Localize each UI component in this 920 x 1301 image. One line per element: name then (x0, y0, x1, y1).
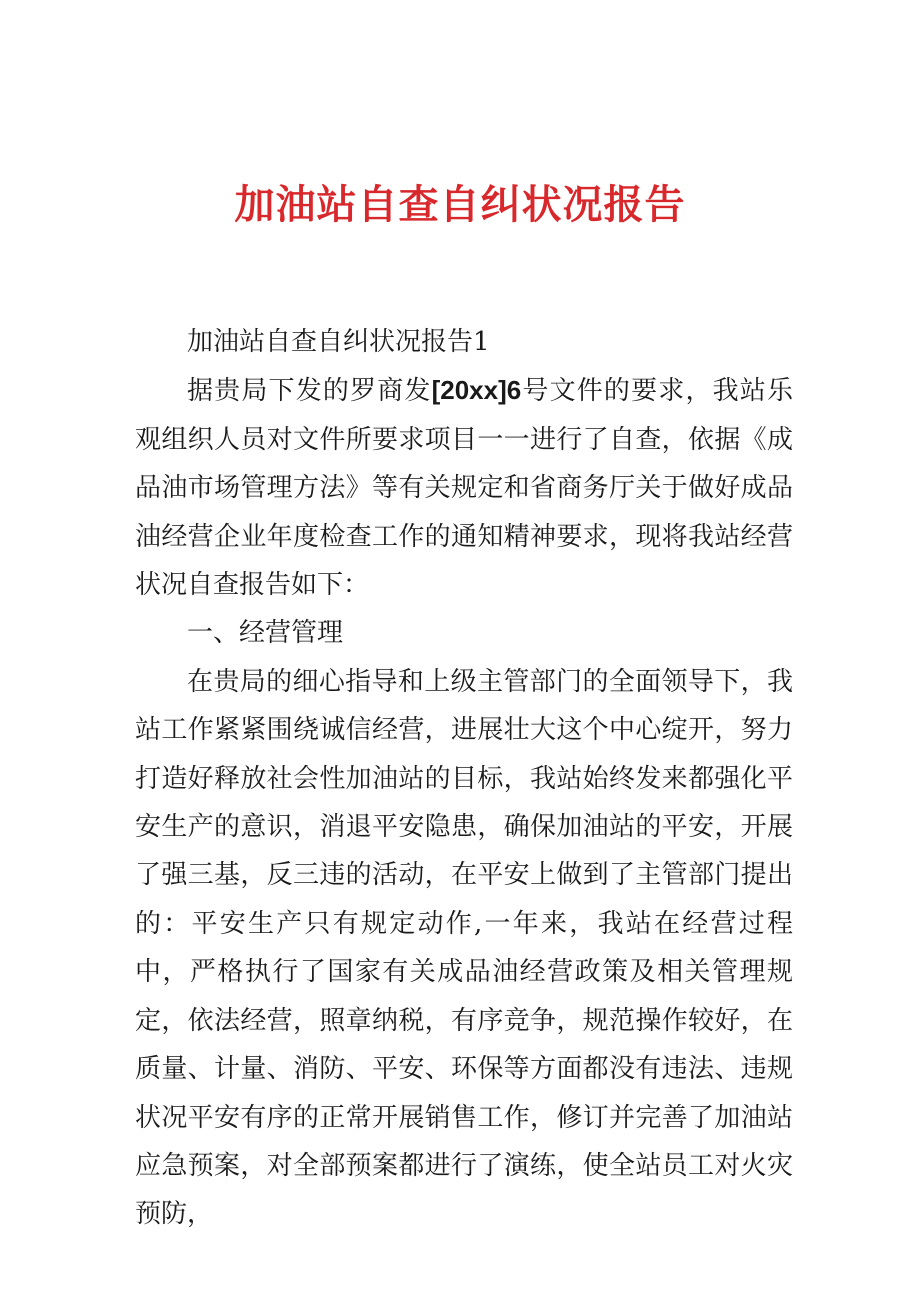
intro-paragraph-post: 号文件的要求，我站乐观组织人员对文件所要求项目一一进行了自查，依据《成品油市场管理方法》等有关规定和省商务厅关于做好成品油经营企业年度检查工作的通知精神要求，现将我站经营状况自查报告如下： (135, 376, 793, 601)
intro-paragraph-pre: 据贵局下发的罗商发 (187, 376, 432, 407)
section-heading: 一、经营管理 (187, 618, 344, 649)
document-body (135, 318, 793, 1239)
document-reference-number: [20xx]6 (431, 375, 522, 406)
document-title: 加油站自查自纠状况报告 (234, 180, 686, 228)
body-paragraph: 在贵局的细心指导和上级主管部门的全面领导下，我站工作紧紧围绕诚信经营，进展壮大这个中心绽开，努力打造好释放社会性加油站的目标，我站始终发来都强化平安生产的意识，消退平安隐患，确保加油站的平安，开展了强三基，反三违的活动，在平安上做到了主管部门提出的：平安生产只有规定动作,一年来，我站在经营过程中，严格执行了国家有关成品油经营政策及相关管理规定，依法经营，照章纳税，有序竞争，规范操作较好，在质量、计量、消防、平安、环保等方面都没有违法、违规状况平安有序的正常开展销售工作，修订并完善了加油站应急预案，对全部预案都进行了演练，使全站员工对火灾预防， (135, 666, 793, 1230)
report-subtitle (135, 318, 793, 366)
intro-paragraph (135, 366, 793, 609)
report-subtitle-text: 加油站自查自纠状况报告1 (187, 327, 490, 357)
